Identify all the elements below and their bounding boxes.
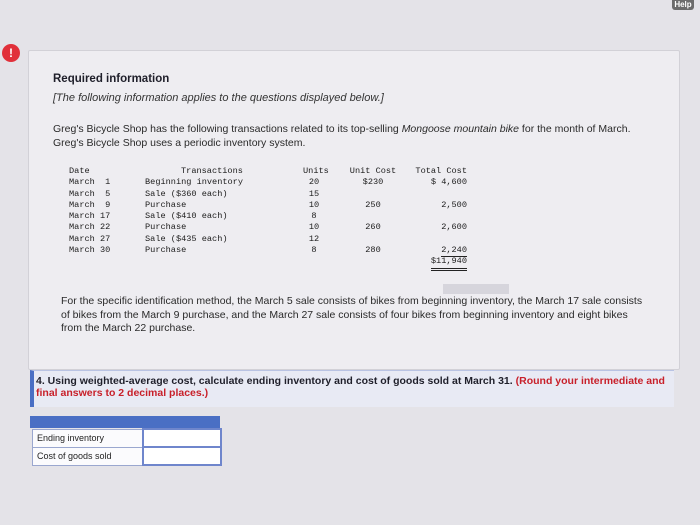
table-cell: Sale ($435 each) — [145, 233, 228, 244]
table-cell: 8 — [311, 245, 317, 256]
table-cell: March 17 — [69, 211, 111, 222]
answer-table-header — [30, 416, 220, 428]
date-header: Date — [69, 166, 90, 176]
table-cell: Beginning inventory — [145, 177, 243, 188]
required-information-panel — [28, 50, 680, 370]
question-banner — [30, 370, 674, 407]
total-cost-header-shade — [443, 284, 509, 294]
table-row — [33, 429, 222, 447]
table-cell: 2,500 — [441, 199, 467, 210]
table-cell — [347, 234, 399, 245]
table-cell — [347, 211, 399, 222]
table-cell — [347, 189, 399, 200]
last-purchase-total: 2,240 — [441, 245, 467, 257]
grand-total: $11,940 — [431, 256, 467, 270]
intro-part-b: for the month of March. Greg's Bicycle Shop uses a periodic inventory system. — [53, 123, 631, 149]
table-cell: March 30 — [69, 245, 111, 256]
table-cell: March 27 — [69, 233, 111, 244]
date-column — [69, 166, 125, 256]
intro-bike: Mongoose mountain bike — [401, 123, 520, 135]
cost-of-goods-sold-label: Cost of goods sold — [33, 447, 143, 465]
table-cell: 20 — [308, 177, 320, 188]
table-cell — [411, 234, 467, 245]
intro-part-a: Greg's Bicycle Shop has the following transactions related to its top-selling — [53, 123, 402, 135]
transactions-table — [65, 166, 485, 276]
total-cost-header: Total Cost — [415, 166, 467, 176]
unit-cost-header: Unit Cost — [349, 166, 397, 176]
table-cell: 280 — [365, 245, 381, 256]
units-column — [303, 166, 329, 256]
table-cell: March 5 — [69, 188, 111, 199]
question-instruction: (Round your intermediate and final answers to 2 decimal places.) — [36, 375, 665, 399]
table-cell: 10 — [308, 199, 320, 210]
table-cell: 8 — [311, 211, 317, 222]
answer-table — [32, 428, 222, 466]
table-cell: 260 — [365, 222, 381, 233]
unit-cost-column — [347, 166, 399, 256]
table-cell: March 22 — [69, 222, 111, 233]
alert-icon: ! — [2, 44, 20, 62]
table-cell: Purchase — [145, 199, 187, 210]
table-cell — [411, 189, 467, 200]
table-cell: 2,600 — [441, 222, 467, 233]
ending-inventory-label: Ending inventory — [33, 429, 143, 447]
table-cell — [411, 245, 467, 256]
cost-of-goods-sold-input[interactable] — [143, 447, 221, 465]
table-cell: 12 — [308, 233, 320, 244]
table-cell: $230 — [362, 177, 384, 188]
table-cell: 15 — [308, 188, 320, 199]
question-text — [34, 375, 674, 399]
table-cell: Purchase — [145, 222, 187, 233]
transactions-header: Transactions — [181, 166, 243, 176]
intro-text — [53, 122, 653, 150]
table-cell: 10 — [308, 222, 320, 233]
transactions-column — [145, 166, 295, 256]
table-cell — [411, 211, 467, 222]
table-row — [33, 447, 222, 465]
question-prompt: 4. Using weighted-average cost, calculate ending inventory and cost of goods sold at March 31. — [36, 375, 513, 387]
table-cell: Purchase — [145, 245, 187, 256]
table-cell: March 9 — [69, 199, 111, 210]
panel-note: [The following information applies to the questions displayed below.] — [53, 92, 384, 104]
help-button[interactable]: Help — [672, 0, 694, 10]
table-cell: Sale ($410 each) — [145, 211, 228, 222]
ending-inventory-input[interactable] — [143, 429, 221, 447]
specific-identification-note: For the specific identification method, the March 5 sale consists of bikes from beginning inventory, the March 17 sale consists of bikes from the March 9 purchase, and the March 27 sale consists of four bikes from beginning inventory and eight bikes from the March 22 purchase. — [61, 295, 643, 334]
units-header: Units — [303, 166, 329, 176]
table-cell: 250 — [365, 199, 381, 210]
panel-title: Required information — [53, 73, 170, 85]
table-cell: Sale ($360 each) — [145, 188, 228, 199]
total-cost-column — [411, 166, 467, 268]
table-cell: March 1 — [69, 177, 111, 188]
grand-total-row — [411, 256, 467, 267]
table-cell: $ 4,600 — [430, 177, 467, 188]
